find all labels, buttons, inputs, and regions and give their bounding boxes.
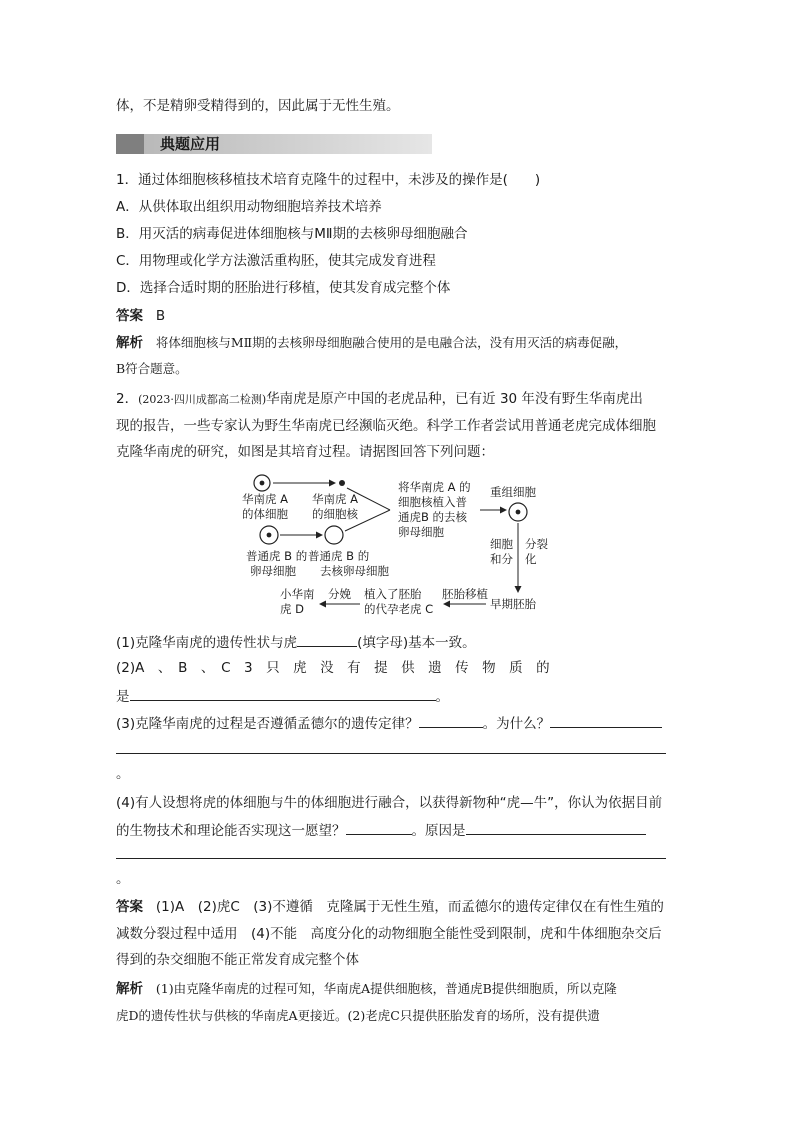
q2-sub4-mid: 。原因是 [411,823,466,839]
q2-sub3-end: 。 [116,766,130,782]
q2-sub4-line-1: (4)有人设想将虎的体细胞与牛的体细胞进行融合，以获得新物种“虎—牛”，你认为依据目前 [116,795,663,811]
q2-sub4-pre: 的生物技术和理论能否实现这一愿望？ [116,823,346,839]
recombined-cell-label: 重组细胞 [490,485,536,499]
tiger-a-nucleus-label-2: 的细胞核 [312,507,358,521]
tiger-a-cell-label-1: 华南虎 A [242,492,289,506]
divide-label-4: 化 [525,552,537,566]
tiger-b-egg-nucleus-icon [267,533,272,538]
q2-sub3-mid: 。为什么？ [482,716,551,732]
q1-option-b: B．用灭活的病毒促进体细胞核与MⅡ期的去核卵母细胞融合 [116,226,468,242]
intro-tail-text: 体，不是精卵受精得到的，因此属于无性生殖。 [116,98,400,114]
tiger-a-nucleus-label-1: 华南虎 A [312,492,359,506]
q2-sub4-end: 。 [116,871,130,887]
tiger-b-enucleated-label-2: 去核卵母细胞 [320,564,389,578]
q2-sub2-is: 是 [116,689,130,705]
q2-analysis-line-2: 虎D的遗传性状与供核的华南虎A更接近。(2)老虎C只提供胚胎发育的场所，没有提供遗 [116,1008,600,1023]
q1-analysis-label: 解析 [116,335,143,351]
q2-answer-line-1 [116,898,664,916]
q2-sub4-answer-line[interactable] [116,858,666,859]
implant-label-1: 将华南虎 A 的 [398,480,471,494]
tiger-a-body-cell-nucleus-icon [260,481,265,486]
surrogate-label-2: 的代孕老虎 C [364,602,434,616]
tiger-b-egg-label-1: 普通虎 B 的 [246,549,308,563]
early-embryo-label: 早期胚胎 [490,597,536,611]
implant-label-3: 通虎B 的去核 [398,510,468,524]
q2-sub2-blank[interactable] [130,686,436,701]
q2-answer-line-2: 减数分裂过程中适用 (4)不能 高度分化的动物细胞全能性受到限制，虎和牛体细胞杂交后 [116,926,662,942]
q1-option-d: D．选择合适时期的胚胎进行移植，使其发育成完整个体 [116,280,451,296]
q2-answer-label: 答案 [116,899,143,915]
q2-sub1 [116,632,476,652]
baby-tiger-label-1: 小华南 [280,587,315,601]
q2-sub1-post: (填字母)基本一致。 [357,635,476,651]
recombined-cell-nucleus-icon [516,510,521,515]
q2-analysis-line-1 [116,980,617,998]
divide-label-1: 细胞 [490,537,513,551]
q2-analysis-text-1: (1)由克隆华南虎的过程可知，华南虎A提供细胞核，普通虎B提供细胞质，所以克隆 [155,981,617,996]
divide-label-2: 和分 [490,552,513,566]
q1-analysis-line-2: B符合题意。 [116,361,188,376]
q2-answer-text-1: (1)A (2)虎C (3)不遵循 克隆属于无性生殖，而孟德尔的遗传定律仅在有性生殖的 [155,899,664,915]
q1-option-c: C．用物理或化学方法激活重构胚，使其完成发育进程 [116,253,436,269]
tiger-b-enucleated-label-1: 普通虎 B 的 [308,549,370,563]
q2-sub2-line-1: (2)A 、 B 、 C 3 只 虎 没 有 提 供 遗 传 物 质 的 [116,660,550,676]
q2-sub4-blank-2[interactable] [466,820,646,835]
tiger-a-nucleus-icon [339,480,345,486]
q2-answer-line-3: 得到的杂交细胞不能正常发育成完整个体 [116,952,359,968]
q2-sub3-answer-line[interactable] [116,753,666,754]
q2-sub3-pre: (3)克隆华南虎的过程是否遵循孟德尔的遗传定律？ [116,716,419,732]
tiger-b-egg-label-2: 卵母细胞 [250,564,296,578]
q2-analysis-label: 解析 [116,981,143,997]
q2-stem-line-3: 克隆华南虎的研究，如图是其培育过程。请据图回答下列问题： [116,444,494,460]
q1-answer [116,307,165,325]
implant-label-2: 细胞核植入普 [398,495,467,509]
section-title: 典题应用 [160,135,221,153]
q2-sub4-line-2 [116,820,646,840]
divide-label-3: 分裂 [525,537,548,551]
q2-sub2-line-2 [116,686,449,706]
birth-label: 分娩 [328,587,351,601]
surrogate-label-1: 植入了胚胎 [364,587,422,601]
q2-sub1-pre: (1)克隆华南虎的遗传性状与虎 [116,635,298,651]
cloning-process-diagram [240,466,560,618]
tiger-a-cell-label-2: 的体细胞 [242,507,288,521]
tiger-b-enucleated-egg-icon [325,526,343,544]
q2-number: 2． [116,391,139,407]
q2-stem-text-1: 华南虎是原产中国的老虎品种，已有近 30 年没有野生华南虎出 [266,391,643,407]
q2-sub3-line-1 [116,713,662,733]
baby-tiger-label-2: 虎 D [280,602,305,616]
q1-option-a: A．从供体取出组织用动物细胞培养技术培养 [116,199,382,215]
q2-sub3-blank-1[interactable] [419,713,483,728]
q1-stem: 1．通过体细胞核移植技术培育克隆牛的过程中，未涉及的操作是( ) [116,172,541,188]
q2-sub1-blank[interactable] [297,632,357,647]
q2-stem-line-1 [116,390,643,409]
q1-answer-value: B [155,308,166,324]
q2-sub4-blank-1[interactable] [346,820,412,835]
embryo-transfer-label: 胚胎移植 [442,587,488,601]
q2-source: (2023·四川成都高二检测) [138,393,267,406]
q2-sub2-end: 。 [435,689,449,705]
q1-answer-label: 答案 [116,308,143,324]
q1-analysis-line-1 [116,334,627,352]
q2-sub3-blank-2[interactable] [550,713,662,728]
q2-stem-line-2: 现的报告，一些专家认为野生华南虎已经濒临灭绝。科学工作者尝试用普通老虎完成体细胞 [116,418,656,434]
implant-label-4: 卵母细胞 [398,525,444,539]
q1-analysis-text-1: 将体细胞核与MⅡ期的去核卵母细胞融合使用的是电融合法，没有用灭活的病毒促融， [155,335,628,350]
